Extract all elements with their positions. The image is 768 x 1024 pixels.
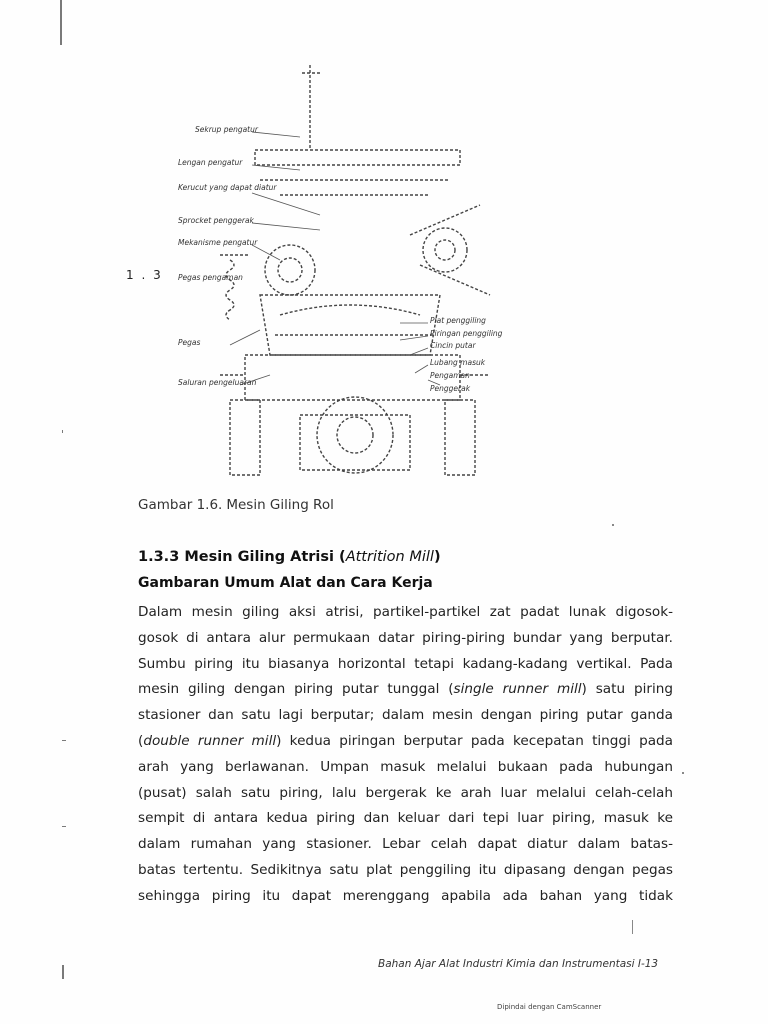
body-line: gosok di antara alur permukaan datar piring-piring bundar yang berputar. [138, 629, 673, 646]
section-heading [138, 549, 441, 565]
figure-label: Lubang masuk [430, 358, 486, 367]
figure-label: Lengan pengatur [178, 158, 243, 167]
figure-caption [138, 497, 334, 513]
scan-edge-mark [62, 430, 63, 433]
body-line: Sumbu piring itu biasanya horizontal tetapi kadang-kadang vertikal. Pada [138, 655, 673, 672]
body-italic: single runner mill [453, 681, 582, 698]
section-subheading: Gambaran Umum Alat dan Cara Kerja [138, 575, 433, 591]
caption-number: Gambar 1.6. [138, 497, 223, 513]
body-line: sempit di antara kedua piring dan keluar dari tepi luar piring, masuk ke [138, 810, 673, 827]
body-line: stasioner dan satu lagi berputar; dalam mesin dengan piring putar ganda [138, 707, 673, 724]
body-line: (pusat) salah satu piring, lalu bergerak ke arah luar melalui celah-celah [138, 784, 673, 801]
body-line [138, 677, 673, 703]
body-paragraph [138, 600, 673, 910]
figure-label: Sprocket penggerak [178, 216, 254, 225]
body-line: dalam rumahan yang stasioner. Lebar celah dapat diatur dalam batas- [138, 836, 673, 853]
body-line: batas tertentu. Sedikitnya satu plat penggiling itu dipasang dengan pegas [138, 861, 673, 878]
body-line: sehingga piring itu dapat merenggang apabila ada bahan yang tidak [138, 887, 673, 904]
scan-speck [632, 920, 633, 934]
caption-text: Mesin Giling Rol [226, 497, 334, 513]
figure-label: Pegas [178, 338, 201, 347]
page-footer: Bahan Ajar Alat Industri Kimia dan Instrumentasi I-13 [378, 958, 659, 970]
body-line: arah yang berlawanan. Umpan masuk melalui bukaan pada hubungan [138, 758, 673, 775]
side-marker: 1 . 3 [126, 268, 163, 282]
scan-edge-mark [62, 740, 66, 741]
figure-label: Sekrup pengatur [195, 125, 258, 134]
figure-label: Mekanisme pengatur [178, 238, 258, 247]
figure-label: Saluran pengeluaran [178, 378, 257, 387]
body-line [138, 729, 673, 755]
figure-label: Kerucut yang dapat diatur [178, 183, 277, 192]
scan-edge-mark [62, 965, 64, 979]
figure-label: Pegas pengaman [178, 273, 243, 282]
figure-label: Penggerak [430, 384, 471, 393]
body-italic: double runner mill [143, 732, 277, 749]
figure-label: Piringan penggiling [430, 329, 503, 338]
roll-mill-drawing [160, 55, 560, 490]
figure-label: Pengaman [430, 371, 470, 380]
scan-edge-mark [62, 826, 66, 827]
roll-mill-figure [160, 55, 560, 490]
body-span: ( [138, 732, 144, 749]
heading-suffix: ) [433, 549, 441, 565]
body-line: Dalam mesin giling aksi atrisi, partikel-partikel zat padat lunak digosok- [138, 604, 673, 620]
scanner-watermark: Dipindai dengan CamScanner [497, 1003, 602, 1011]
scan-speck [612, 524, 614, 526]
scan-speck [682, 772, 684, 774]
scan-edge-mark [60, 0, 62, 45]
body-span: ) kedua piringan berputar pada kecepatan tinggi pada [276, 732, 674, 749]
heading-italic: Attrition Mill [345, 549, 434, 565]
figure-label: Cincin putar [430, 341, 476, 350]
heading-prefix: 1.3.3 Mesin Giling Atrisi ( [138, 549, 346, 565]
body-span: mesin giling dengan piring putar tunggal ( [138, 681, 454, 698]
body-span: ) satu piring [581, 681, 673, 698]
figure-label: Plat penggiling [430, 316, 486, 325]
